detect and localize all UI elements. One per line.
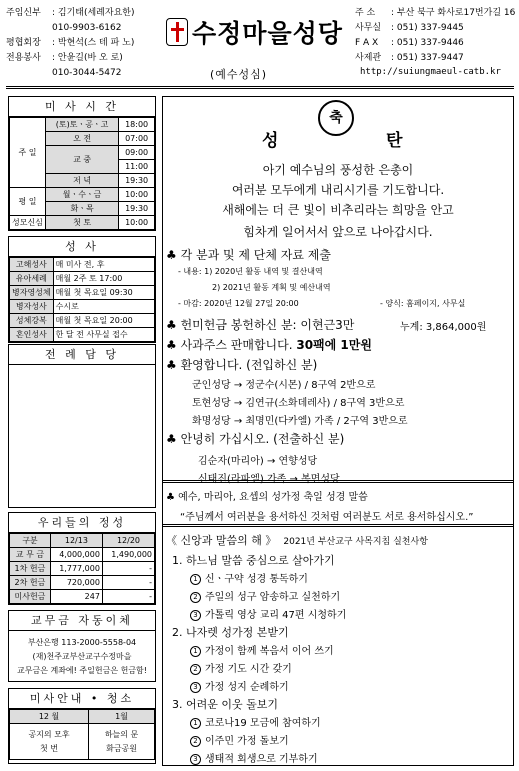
mass-schedule-title: 미 사 시 간: [9, 97, 155, 117]
church-cross-icon: [166, 18, 188, 46]
cell: 19:30: [119, 202, 155, 216]
cell: 12 월: [10, 710, 89, 724]
cell: 1월: [89, 710, 155, 724]
pastoral-guideline: 2021년 부산교구 사목지침 실천사항: [283, 537, 428, 547]
cell: 매월 첫 목요일 20:00: [53, 314, 154, 328]
mass-guide-cleaning: [8, 688, 156, 764]
account-holder: (재)천주교부산교구수정마을: [32, 652, 132, 661]
value: 010-9903-6162: [52, 23, 122, 33]
cell: (토)토ㆍ공ㆍ고: [45, 118, 118, 132]
number-2-icon: 2: [190, 736, 201, 747]
website-link[interactable]: http://suiungmaeul-catb.kr: [360, 67, 501, 77]
number-3-icon: 3: [190, 610, 201, 621]
cell: 1,490,000: [102, 548, 154, 562]
notice-offering: ♣ 헌미헌금 봉헌하신 분: 이현근3만: [166, 318, 355, 332]
guide-table: [9, 709, 155, 760]
notice-detail: - 내용: 1) 2020년 활동 내역 및 결산내역: [178, 267, 323, 276]
practice-text: 주일의 성구 암송하고 실천하기: [205, 592, 341, 603]
list-item: 토현성당 → 김연규(소화데레사) / 8구역 3반으로: [192, 398, 405, 409]
offering-table: [9, 533, 155, 604]
cell: 매월 첫 목요일 09:30: [53, 286, 154, 300]
cell: 18:00: [119, 118, 155, 132]
scripture-heading: ♣ 예수, 마리아, 요셉의 성가정 축일 성경 말씀: [166, 492, 368, 503]
guide-title: 미사안내 • 청소: [9, 689, 155, 709]
practice-title: 3. 어려운 이웃 돌보기: [172, 698, 278, 711]
value: : 안윤길(바 오 로): [52, 53, 123, 63]
sacrament-schedule: [8, 236, 156, 343]
notice-detail: - 양식: 홈페이지, 사무실: [380, 299, 466, 308]
cell: -: [102, 590, 154, 604]
celebration-stamp: 축: [318, 100, 354, 136]
number-3-icon: 3: [190, 682, 201, 693]
number-1-icon: 1: [190, 574, 201, 585]
practice-item: [190, 642, 334, 657]
cell: 19:30: [119, 174, 155, 188]
christmas-title-left: 성: [262, 131, 279, 151]
cell: 구분: [10, 534, 51, 548]
label: [6, 21, 52, 36]
practice-item: [190, 570, 308, 585]
practice-text: 코로나19 모금에 참여하기: [205, 718, 321, 729]
practice-item: [190, 732, 289, 747]
auto-transfer: [8, 610, 156, 682]
practice-item: [190, 678, 289, 693]
practice-text: 가정 성지 순례하기: [205, 682, 289, 693]
practice-text: 가톨릭 영상 교리 47편 시청하기: [205, 610, 347, 621]
cell: 1,777,000: [50, 562, 102, 576]
practice-item: [190, 714, 321, 729]
christmas-title-right: 탄: [386, 131, 403, 151]
cell: -: [102, 576, 154, 590]
cell: 교 중: [45, 146, 118, 174]
list-item: 군인성당 → 정군수(시몬) / 8구역 2반으로: [192, 380, 376, 391]
header-contacts-right: [355, 6, 517, 66]
list-item: 화명성당 → 최명민(다카엘) 가족 / 2구역 3반으로: [192, 416, 408, 427]
cell: 2차 헌금: [10, 576, 51, 590]
cell: 하늘의 문 화금공원: [89, 724, 155, 760]
mass-table: [9, 117, 155, 230]
notice-farewell: ♣ 안녕히 가십시오. (전출하신 분): [166, 432, 345, 446]
offering-summary: [8, 512, 156, 605]
transfer-title: 교무금 자동이체: [9, 611, 155, 631]
transfer-notice: 교무금은 계좌에! 주일헌금은 헌금함!: [17, 666, 147, 675]
number-3-icon: 3: [190, 754, 201, 765]
label: [6, 66, 52, 81]
cell: 1차 헌금: [10, 562, 51, 576]
greeting-line: 아기 예수님의 풍성한 은총이: [262, 163, 414, 177]
cell: 유아세례: [10, 272, 54, 286]
practice-item: [190, 606, 346, 621]
cell: 247: [50, 590, 102, 604]
cell: 월ㆍ수ㆍ금: [45, 188, 118, 202]
cell: 12/20: [102, 534, 154, 548]
cell: 720,000: [50, 576, 102, 590]
cell: 교 무 금: [10, 548, 51, 562]
cell: 10:00: [119, 188, 155, 202]
liturgy-duty: [8, 344, 156, 508]
cell: 미사헌금: [10, 590, 51, 604]
juice-sale-price: 30팩에 1만원: [296, 338, 372, 352]
number-1-icon: 1: [190, 718, 201, 729]
sacrament-title: 성 사: [9, 237, 155, 257]
value: 010-3044-5472: [52, 68, 122, 78]
cell: 병자영성체: [10, 286, 54, 300]
church-subtitle: (예수성심): [210, 68, 268, 81]
practice-text: 이주민 가정 돌보기: [205, 736, 289, 747]
notice-welcome: ♣ 환영합니다. (전입하신 분): [166, 358, 318, 372]
sacrament-table: [9, 257, 155, 342]
practice-title: 1. 하느님 말씀 중심으로 살아가기: [172, 554, 335, 567]
greeting-line: 새해에는 더 큰 빛이 비추리라는 희망을 안고: [222, 203, 454, 217]
cell: 매 미사 전, 후: [53, 258, 154, 272]
greeting-line: 여러분 모두에게 내리시기를 기도합니다.: [231, 183, 445, 197]
value: : 051) 337-9445: [391, 23, 464, 33]
offering-title: 우리들의 정성: [9, 513, 155, 533]
year-banner: [166, 532, 428, 548]
notice-data-submission: ♣ 각 분과 및 제 단체 자료 제출: [166, 248, 331, 262]
cell: 매월 2주 토 17:00: [53, 272, 154, 286]
header-divider: [6, 86, 514, 89]
number-2-icon: 2: [190, 664, 201, 675]
list-item: 김순자(마리아) → 연향성당: [198, 456, 318, 467]
practice-item: [190, 750, 318, 765]
cell: 저 녁: [45, 174, 118, 188]
practice-item: [190, 588, 340, 603]
offering-total: 누계: 3,864,000원: [400, 322, 487, 333]
practice-text: 생태적 회생으로 기부하기: [205, 754, 318, 765]
label: 주임신부: [6, 8, 41, 18]
greeting-line: 힘차게 일어서서 앞으로 나아갑시다.: [243, 225, 433, 239]
practice-text: 가정이 함께 복음서 이어 쓰기: [205, 646, 334, 657]
section-divider: [162, 480, 514, 483]
juice-sale-text: ♣ 사과주스 판매합니다.: [166, 338, 293, 352]
mass-schedule: [8, 96, 156, 231]
number-1-icon: 1: [190, 646, 201, 657]
value: : 김기태(세례자요한): [52, 8, 135, 18]
year-theme: 《 신앙과 말씀의 해 》: [166, 534, 277, 547]
cell: 혼인성사: [10, 328, 54, 342]
practice-item: [190, 660, 292, 675]
practice-title: 2. 나자렛 성가정 본받기: [172, 626, 289, 639]
value: : 부산 북구 화사로17번가길 16: [391, 8, 516, 18]
label: 주 소: [355, 8, 376, 18]
value: : 051) 337-9447: [391, 53, 464, 63]
bank-account: 부산은행 113-2000-5558-04: [27, 638, 137, 647]
cell: 수시로: [53, 300, 154, 314]
list-item: 신태진(라파엘) 가족 → 복면성당: [198, 474, 340, 485]
header-contacts-left: [6, 6, 156, 81]
cell: 고해성사: [10, 258, 54, 272]
cell: 첫 토: [45, 216, 118, 230]
cell: 10:00: [119, 216, 155, 230]
cell: 평 일: [10, 188, 46, 216]
cell: 주 일: [10, 118, 46, 188]
cell: 공지의 모후 첫 번: [10, 724, 89, 760]
cell: -: [102, 562, 154, 576]
cell: 4,000,000: [50, 548, 102, 562]
cell: 09:00: [119, 146, 155, 160]
value: : 051) 337-9446: [391, 38, 464, 48]
notice-juice-sale: [166, 336, 372, 353]
label: 전용봉사: [6, 53, 41, 63]
section-divider: [162, 524, 514, 527]
label: 평협회장: [6, 38, 41, 48]
cell: 12/13: [50, 534, 102, 548]
label: 사무실: [355, 23, 382, 33]
liturgy-title: 전 례 담 당: [9, 345, 155, 365]
notice-detail: - 마감: 2020년 12월 27일 20:00: [178, 299, 299, 308]
label: F A X: [355, 38, 379, 48]
practice-text: 신ㆍ구약 성경 통독하기: [205, 574, 308, 585]
cell: 병자성사: [10, 300, 54, 314]
church-title: 수정마을성당: [192, 19, 343, 48]
cell: 07:00: [119, 132, 155, 146]
cell: 11:00: [119, 160, 155, 174]
scripture-quote: “주님께서 여러분을 용서하신 것처럼 여러분도 서로 용서하십시오.”: [180, 512, 474, 523]
notice-detail: 2) 2021년 활동 계획 및 예산내역: [212, 283, 331, 292]
cell: 화ㆍ목: [45, 202, 118, 216]
practice-text: 가정 기도 시간 갖기: [205, 664, 292, 675]
value: : 박현석(스 테 파 노): [52, 38, 135, 48]
cell: 한 달 전 사무실 접수: [53, 328, 154, 342]
cell: 오 전: [45, 132, 118, 146]
label: 사제관: [355, 53, 382, 63]
cell: 성모신심: [10, 216, 46, 230]
cell: 성체강복: [10, 314, 54, 328]
number-2-icon: 2: [190, 592, 201, 603]
